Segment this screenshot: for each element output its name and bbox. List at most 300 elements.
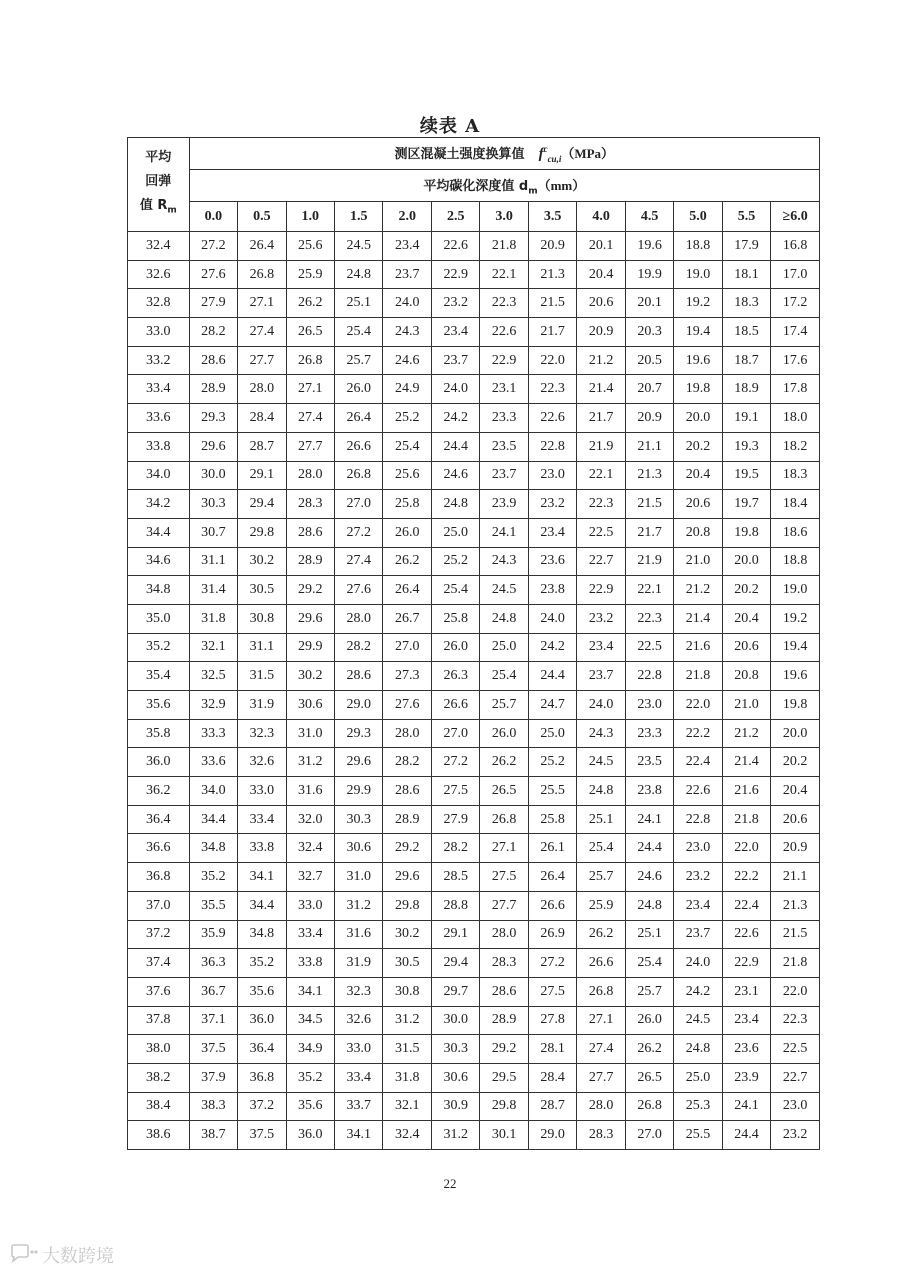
strength-value-cell: 35.6 bbox=[286, 1092, 334, 1121]
strength-value-cell: 27.7 bbox=[480, 891, 528, 920]
strength-value-cell: 22.7 bbox=[577, 547, 625, 576]
strength-value-cell: 18.1 bbox=[722, 260, 770, 289]
strength-value-cell: 28.2 bbox=[431, 834, 479, 863]
strength-value-cell: 19.3 bbox=[722, 432, 770, 461]
strength-value-cell: 23.7 bbox=[480, 461, 528, 490]
strength-value-cell: 21.3 bbox=[771, 891, 820, 920]
strength-value-cell: 24.4 bbox=[528, 662, 576, 691]
strength-value-cell: 27.8 bbox=[528, 1006, 576, 1035]
column-header: 4.5 bbox=[625, 202, 673, 232]
strength-value-cell: 28.9 bbox=[480, 1006, 528, 1035]
strength-value-cell: 22.9 bbox=[431, 260, 479, 289]
strength-value-cell: 23.2 bbox=[674, 863, 722, 892]
rebound-value-cell: 33.8 bbox=[128, 432, 190, 461]
table-row bbox=[128, 805, 820, 834]
strength-value-cell: 30.3 bbox=[431, 1035, 479, 1064]
strength-value-cell: 20.8 bbox=[674, 518, 722, 547]
strength-value-cell: 25.8 bbox=[383, 490, 431, 519]
strength-value-cell: 26.7 bbox=[383, 604, 431, 633]
strength-value-cell: 31.9 bbox=[238, 691, 286, 720]
strength-value-cell: 36.3 bbox=[189, 949, 237, 978]
strength-value-cell: 34.0 bbox=[189, 777, 237, 806]
strength-value-cell: 37.9 bbox=[189, 1063, 237, 1092]
strength-value-cell: 25.2 bbox=[383, 404, 431, 433]
strength-value-cell: 25.8 bbox=[528, 805, 576, 834]
strength-value-cell: 23.7 bbox=[431, 346, 479, 375]
table-row bbox=[128, 375, 820, 404]
row-header-line-2: 回弹 bbox=[145, 174, 172, 190]
table-row bbox=[128, 232, 820, 261]
strength-value-cell: 27.0 bbox=[625, 1121, 673, 1150]
strength-value-cell: 37.5 bbox=[189, 1035, 237, 1064]
strength-value-cell: 21.2 bbox=[577, 346, 625, 375]
table-row bbox=[128, 662, 820, 691]
strength-value-cell: 29.4 bbox=[238, 490, 286, 519]
strength-value-cell: 26.8 bbox=[577, 977, 625, 1006]
strength-value-cell: 18.2 bbox=[771, 432, 820, 461]
column-header: 0.0 bbox=[189, 202, 237, 232]
rebound-value-cell: 36.6 bbox=[128, 834, 190, 863]
table-row bbox=[128, 691, 820, 720]
strength-value-cell: 20.7 bbox=[625, 375, 673, 404]
strength-value-cell: 24.9 bbox=[383, 375, 431, 404]
strength-value-cell: 30.3 bbox=[189, 490, 237, 519]
strength-value-cell: 31.5 bbox=[383, 1035, 431, 1064]
strength-value-cell: 24.0 bbox=[431, 375, 479, 404]
strength-value-cell: 32.4 bbox=[383, 1121, 431, 1150]
strength-value-cell: 34.1 bbox=[238, 863, 286, 892]
strength-value-cell: 29.2 bbox=[480, 1035, 528, 1064]
strength-value-cell: 21.8 bbox=[480, 232, 528, 261]
strength-value-cell: 26.0 bbox=[383, 518, 431, 547]
strength-value-cell: 22.9 bbox=[480, 346, 528, 375]
strength-value-cell: 27.5 bbox=[528, 977, 576, 1006]
strength-value-cell: 31.9 bbox=[335, 949, 383, 978]
strength-value-cell: 26.6 bbox=[528, 891, 576, 920]
chat-bubble-icon bbox=[8, 1244, 38, 1266]
strength-value-cell: 27.2 bbox=[335, 518, 383, 547]
strength-value-cell: 32.7 bbox=[286, 863, 334, 892]
strength-value-cell: 32.3 bbox=[335, 977, 383, 1006]
strength-value-cell: 24.3 bbox=[480, 547, 528, 576]
table-row bbox=[128, 604, 820, 633]
strength-value-cell: 26.0 bbox=[480, 719, 528, 748]
strength-value-cell: 20.9 bbox=[577, 318, 625, 347]
strength-value-cell: 21.2 bbox=[674, 576, 722, 605]
strength-value-cell: 25.1 bbox=[625, 920, 673, 949]
strength-value-cell: 23.1 bbox=[480, 375, 528, 404]
strength-value-cell: 29.8 bbox=[383, 891, 431, 920]
strength-value-cell: 30.1 bbox=[480, 1121, 528, 1150]
rebound-value-cell: 37.4 bbox=[128, 949, 190, 978]
strength-value-cell: 27.4 bbox=[335, 547, 383, 576]
rebound-value-cell: 36.8 bbox=[128, 863, 190, 892]
strength-value-cell: 21.9 bbox=[577, 432, 625, 461]
strength-value-cell: 21.5 bbox=[625, 490, 673, 519]
rebound-value-cell: 38.2 bbox=[128, 1063, 190, 1092]
strength-value-cell: 19.0 bbox=[674, 260, 722, 289]
strength-value-cell: 24.8 bbox=[335, 260, 383, 289]
strength-value-cell: 20.6 bbox=[771, 805, 820, 834]
strength-value-cell: 35.2 bbox=[238, 949, 286, 978]
strength-value-cell: 23.6 bbox=[528, 547, 576, 576]
strength-value-cell: 22.5 bbox=[771, 1035, 820, 1064]
strength-value-cell: 21.7 bbox=[577, 404, 625, 433]
strength-value-cell: 24.1 bbox=[480, 518, 528, 547]
strength-value-cell: 23.9 bbox=[480, 490, 528, 519]
strength-value-cell: 21.2 bbox=[722, 719, 770, 748]
table-row bbox=[128, 576, 820, 605]
strength-value-cell: 33.7 bbox=[335, 1092, 383, 1121]
strength-value-cell: 22.6 bbox=[528, 404, 576, 433]
strength-value-cell: 21.5 bbox=[771, 920, 820, 949]
strength-value-cell: 24.1 bbox=[625, 805, 673, 834]
table-row bbox=[128, 1035, 820, 1064]
strength-value-cell: 26.0 bbox=[335, 375, 383, 404]
strength-value-cell: 30.5 bbox=[238, 576, 286, 605]
strength-value-cell: 28.1 bbox=[528, 1035, 576, 1064]
strength-value-cell: 31.8 bbox=[189, 604, 237, 633]
strength-value-cell: 27.1 bbox=[577, 1006, 625, 1035]
row-header-cell bbox=[128, 138, 190, 232]
strength-symbol: $f^c_{cu,i}$ bbox=[538, 144, 562, 164]
strength-value-cell: 19.4 bbox=[674, 318, 722, 347]
strength-value-cell: 20.1 bbox=[625, 289, 673, 318]
strength-value-cell: 20.9 bbox=[625, 404, 673, 433]
strength-value-cell: 26.8 bbox=[286, 346, 334, 375]
strength-value-cell: 29.5 bbox=[480, 1063, 528, 1092]
strength-value-cell: 28.9 bbox=[286, 547, 334, 576]
strength-value-cell: 28.4 bbox=[528, 1063, 576, 1092]
strength-value-cell: 32.6 bbox=[335, 1006, 383, 1035]
strength-value-cell: 19.5 bbox=[722, 461, 770, 490]
strength-value-cell: 19.6 bbox=[771, 662, 820, 691]
strength-value-cell: 30.3 bbox=[335, 805, 383, 834]
strength-value-cell: 24.4 bbox=[722, 1121, 770, 1150]
strength-value-cell: 21.6 bbox=[722, 777, 770, 806]
strength-value-cell: 25.9 bbox=[577, 891, 625, 920]
strength-value-cell: 20.6 bbox=[577, 289, 625, 318]
strength-value-cell: 18.9 bbox=[722, 375, 770, 404]
strength-value-cell: 29.6 bbox=[189, 432, 237, 461]
table-row bbox=[128, 748, 820, 777]
strength-value-cell: 27.2 bbox=[431, 748, 479, 777]
row-header-line-3: 值 $R_m$ bbox=[139, 198, 177, 216]
strength-value-cell: 24.5 bbox=[335, 232, 383, 261]
strength-value-cell: 23.4 bbox=[722, 1006, 770, 1035]
table-row bbox=[128, 834, 820, 863]
column-header: 1.0 bbox=[286, 202, 334, 232]
strength-value-cell: 24.8 bbox=[625, 891, 673, 920]
strength-value-cell: 29.2 bbox=[383, 834, 431, 863]
strength-value-cell: 21.4 bbox=[577, 375, 625, 404]
rebound-value-cell: 36.2 bbox=[128, 777, 190, 806]
strength-value-cell: 19.8 bbox=[674, 375, 722, 404]
strength-value-cell: 20.2 bbox=[674, 432, 722, 461]
strength-value-cell: 27.4 bbox=[286, 404, 334, 433]
strength-value-cell: 25.6 bbox=[383, 461, 431, 490]
strength-value-cell: 19.0 bbox=[771, 576, 820, 605]
strength-value-cell: 29.6 bbox=[383, 863, 431, 892]
strength-value-cell: 26.2 bbox=[383, 547, 431, 576]
strength-value-cell: 24.2 bbox=[528, 633, 576, 662]
strength-value-cell: 26.4 bbox=[335, 404, 383, 433]
strength-value-cell: 22.4 bbox=[674, 748, 722, 777]
strength-value-cell: 25.4 bbox=[383, 432, 431, 461]
rebound-value-cell: 35.8 bbox=[128, 719, 190, 748]
table-row bbox=[128, 289, 820, 318]
strength-value-cell: 20.6 bbox=[674, 490, 722, 519]
strength-value-cell: 35.2 bbox=[189, 863, 237, 892]
strength-value-cell: 24.0 bbox=[577, 691, 625, 720]
table-row bbox=[128, 633, 820, 662]
strength-value-cell: 21.4 bbox=[674, 604, 722, 633]
strength-value-cell: 20.4 bbox=[674, 461, 722, 490]
strength-value-cell: 28.6 bbox=[189, 346, 237, 375]
strength-value-cell: 24.6 bbox=[431, 461, 479, 490]
strength-value-cell: 29.4 bbox=[431, 949, 479, 978]
strength-value-cell: 28.2 bbox=[335, 633, 383, 662]
strength-value-cell: 23.3 bbox=[625, 719, 673, 748]
strength-value-cell: 21.1 bbox=[771, 863, 820, 892]
strength-value-cell: 24.2 bbox=[674, 977, 722, 1006]
strength-value-cell: 34.9 bbox=[286, 1035, 334, 1064]
strength-value-cell: 20.8 bbox=[722, 662, 770, 691]
strength-value-cell: 36.4 bbox=[238, 1035, 286, 1064]
rebound-value-cell: 32.6 bbox=[128, 260, 190, 289]
strength-value-cell: 23.8 bbox=[625, 777, 673, 806]
strength-value-cell: 24.0 bbox=[674, 949, 722, 978]
strength-value-cell: 27.2 bbox=[189, 232, 237, 261]
strength-value-cell: 24.1 bbox=[722, 1092, 770, 1121]
strength-value-cell: 24.6 bbox=[383, 346, 431, 375]
strength-value-cell: 25.7 bbox=[335, 346, 383, 375]
strength-value-cell: 26.6 bbox=[431, 691, 479, 720]
strength-value-cell: 25.4 bbox=[335, 318, 383, 347]
strength-value-cell: 32.1 bbox=[383, 1092, 431, 1121]
table-row bbox=[128, 920, 820, 949]
strength-value-cell: 23.4 bbox=[528, 518, 576, 547]
strength-value-cell: 18.7 bbox=[722, 346, 770, 375]
strength-value-cell: 23.5 bbox=[625, 748, 673, 777]
strength-value-cell: 22.6 bbox=[722, 920, 770, 949]
strength-value-cell: 17.4 bbox=[771, 318, 820, 347]
strength-value-cell: 24.5 bbox=[577, 748, 625, 777]
watermark bbox=[8, 1242, 114, 1268]
strength-value-cell: 23.1 bbox=[722, 977, 770, 1006]
table-row bbox=[128, 404, 820, 433]
strength-value-cell: 32.0 bbox=[286, 805, 334, 834]
strength-value-cell: 28.6 bbox=[286, 518, 334, 547]
strength-value-cell: 33.0 bbox=[238, 777, 286, 806]
strength-value-cell: 31.5 bbox=[238, 662, 286, 691]
strength-conversion-table bbox=[127, 137, 820, 1150]
strength-value-cell: 22.1 bbox=[480, 260, 528, 289]
rebound-value-cell: 37.2 bbox=[128, 920, 190, 949]
strength-value-cell: 21.8 bbox=[722, 805, 770, 834]
strength-value-cell: 35.2 bbox=[286, 1063, 334, 1092]
strength-value-cell: 27.5 bbox=[480, 863, 528, 892]
strength-value-cell: 20.6 bbox=[722, 633, 770, 662]
strength-value-cell: 29.1 bbox=[431, 920, 479, 949]
rebound-value-cell: 38.6 bbox=[128, 1121, 190, 1150]
strength-value-cell: 32.1 bbox=[189, 633, 237, 662]
strength-value-cell: 25.2 bbox=[528, 748, 576, 777]
strength-value-cell: 18.4 bbox=[771, 490, 820, 519]
strength-value-cell: 28.7 bbox=[238, 432, 286, 461]
table-row bbox=[128, 719, 820, 748]
strength-value-cell: 22.8 bbox=[674, 805, 722, 834]
table-row bbox=[128, 318, 820, 347]
strength-value-cell: 28.6 bbox=[480, 977, 528, 1006]
depth-label: 平均碳化深度值 d bbox=[423, 178, 529, 194]
strength-value-cell: 31.4 bbox=[189, 576, 237, 605]
strength-value-cell: 19.8 bbox=[722, 518, 770, 547]
strength-value-cell: 26.1 bbox=[528, 834, 576, 863]
strength-value-cell: 21.3 bbox=[528, 260, 576, 289]
strength-value-cell: 20.0 bbox=[722, 547, 770, 576]
strength-value-cell: 23.8 bbox=[528, 576, 576, 605]
strength-value-cell: 23.4 bbox=[674, 891, 722, 920]
strength-value-cell: 20.0 bbox=[771, 719, 820, 748]
strength-value-cell: 36.8 bbox=[238, 1063, 286, 1092]
column-header: 5.0 bbox=[674, 202, 722, 232]
strength-value-cell: 22.3 bbox=[577, 490, 625, 519]
rebound-value-cell: 37.0 bbox=[128, 891, 190, 920]
strength-value-cell: 29.9 bbox=[286, 633, 334, 662]
strength-value-cell: 25.7 bbox=[625, 977, 673, 1006]
strength-value-cell: 19.9 bbox=[625, 260, 673, 289]
strength-value-cell: 27.2 bbox=[528, 949, 576, 978]
strength-value-cell: 26.2 bbox=[480, 748, 528, 777]
strength-value-cell: 32.9 bbox=[189, 691, 237, 720]
table-row bbox=[128, 891, 820, 920]
strength-value-cell: 27.1 bbox=[480, 834, 528, 863]
strength-value-cell: 30.2 bbox=[383, 920, 431, 949]
strength-value-cell: 22.7 bbox=[771, 1063, 820, 1092]
table-row bbox=[128, 547, 820, 576]
rebound-value-cell: 34.0 bbox=[128, 461, 190, 490]
strength-value-cell: 28.3 bbox=[286, 490, 334, 519]
strength-value-cell: 17.6 bbox=[771, 346, 820, 375]
strength-value-cell: 34.8 bbox=[238, 920, 286, 949]
column-header: 0.5 bbox=[238, 202, 286, 232]
strength-value-cell: 28.5 bbox=[431, 863, 479, 892]
strength-value-cell: 22.6 bbox=[431, 232, 479, 261]
strength-value-cell: 22.8 bbox=[625, 662, 673, 691]
strength-value-cell: 23.3 bbox=[480, 404, 528, 433]
table-row bbox=[128, 461, 820, 490]
strength-value-cell: 34.1 bbox=[335, 1121, 383, 1150]
strength-value-cell: 27.5 bbox=[431, 777, 479, 806]
strength-value-cell: 38.3 bbox=[189, 1092, 237, 1121]
strength-value-cell: 20.2 bbox=[722, 576, 770, 605]
strength-value-cell: 25.9 bbox=[286, 260, 334, 289]
strength-value-cell: 21.7 bbox=[625, 518, 673, 547]
strength-value-cell: 31.2 bbox=[383, 1006, 431, 1035]
page-number: 22 bbox=[443, 1176, 457, 1191]
strength-value-cell: 20.2 bbox=[771, 748, 820, 777]
rebound-value-cell: 34.6 bbox=[128, 547, 190, 576]
strength-value-cell: 29.0 bbox=[528, 1121, 576, 1150]
strength-value-cell: 28.0 bbox=[383, 719, 431, 748]
strength-value-cell: 18.5 bbox=[722, 318, 770, 347]
strength-value-cell: 23.2 bbox=[528, 490, 576, 519]
strength-value-cell: 33.8 bbox=[286, 949, 334, 978]
table-row bbox=[128, 777, 820, 806]
strength-value-cell: 23.2 bbox=[771, 1121, 820, 1150]
strength-value-cell: 27.0 bbox=[335, 490, 383, 519]
strength-value-cell: 31.0 bbox=[335, 863, 383, 892]
strength-value-cell: 28.3 bbox=[577, 1121, 625, 1150]
strength-value-cell: 23.2 bbox=[577, 604, 625, 633]
strength-value-cell: 22.0 bbox=[722, 834, 770, 863]
strength-value-cell: 26.8 bbox=[480, 805, 528, 834]
rebound-value-cell: 33.2 bbox=[128, 346, 190, 375]
column-header: 1.5 bbox=[335, 202, 383, 232]
table-row bbox=[128, 260, 820, 289]
strength-value-cell: 31.6 bbox=[286, 777, 334, 806]
strength-value-cell: 24.8 bbox=[431, 490, 479, 519]
strength-value-cell: 20.5 bbox=[625, 346, 673, 375]
strength-value-cell: 21.4 bbox=[722, 748, 770, 777]
column-header: 5.5 bbox=[722, 202, 770, 232]
strength-value-cell: 27.3 bbox=[383, 662, 431, 691]
strength-value-cell: 27.4 bbox=[577, 1035, 625, 1064]
strength-value-cell: 25.1 bbox=[335, 289, 383, 318]
strength-value-cell: 22.8 bbox=[528, 432, 576, 461]
strength-value-cell: 30.2 bbox=[286, 662, 334, 691]
strength-value-cell: 29.9 bbox=[335, 777, 383, 806]
column-header: ≥6.0 bbox=[771, 202, 820, 232]
strength-value-cell: 22.9 bbox=[577, 576, 625, 605]
strength-value-cell: 26.0 bbox=[431, 633, 479, 662]
strength-value-cell: 19.2 bbox=[674, 289, 722, 318]
strength-value-cell: 32.5 bbox=[189, 662, 237, 691]
strength-value-cell: 30.5 bbox=[383, 949, 431, 978]
strength-value-cell: 27.4 bbox=[238, 318, 286, 347]
strength-value-cell: 17.8 bbox=[771, 375, 820, 404]
strength-value-cell: 28.4 bbox=[238, 404, 286, 433]
strength-value-cell: 23.6 bbox=[722, 1035, 770, 1064]
strength-value-cell: 20.4 bbox=[577, 260, 625, 289]
strength-value-cell: 19.4 bbox=[771, 633, 820, 662]
strength-value-cell: 24.8 bbox=[480, 604, 528, 633]
strength-value-cell: 27.1 bbox=[286, 375, 334, 404]
strength-value-cell: 20.9 bbox=[528, 232, 576, 261]
strength-value-cell: 26.4 bbox=[238, 232, 286, 261]
strength-value-cell: 25.4 bbox=[625, 949, 673, 978]
strength-value-cell: 29.8 bbox=[238, 518, 286, 547]
strength-value-cell: 29.6 bbox=[335, 748, 383, 777]
strength-value-cell: 20.3 bbox=[625, 318, 673, 347]
strength-value-cell: 38.7 bbox=[189, 1121, 237, 1150]
strength-value-cell: 18.8 bbox=[771, 547, 820, 576]
strength-value-cell: 30.9 bbox=[431, 1092, 479, 1121]
strength-value-cell: 37.5 bbox=[238, 1121, 286, 1150]
strength-value-cell: 31.8 bbox=[383, 1063, 431, 1092]
table-row bbox=[128, 949, 820, 978]
strength-value-cell: 31.2 bbox=[431, 1121, 479, 1150]
strength-value-cell: 27.7 bbox=[286, 432, 334, 461]
strength-value-cell: 31.0 bbox=[286, 719, 334, 748]
strength-value-cell: 28.0 bbox=[480, 920, 528, 949]
table-row bbox=[128, 1006, 820, 1035]
strength-value-cell: 24.8 bbox=[577, 777, 625, 806]
strength-value-cell: 23.7 bbox=[674, 920, 722, 949]
strength-value-cell: 25.6 bbox=[286, 232, 334, 261]
strength-value-cell: 21.8 bbox=[674, 662, 722, 691]
